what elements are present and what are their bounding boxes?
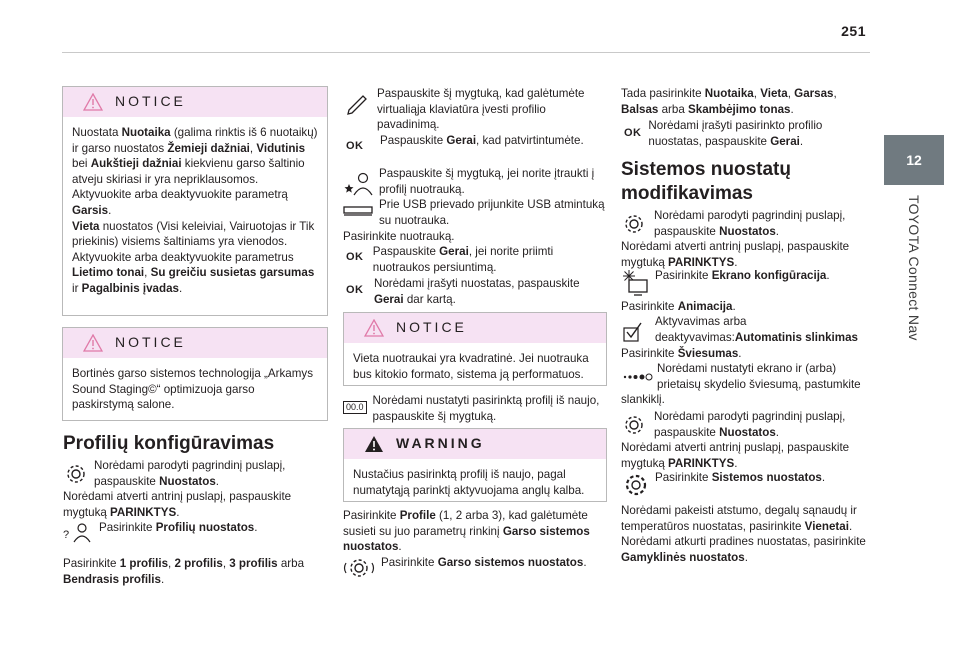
ok-button-icon: OK	[346, 251, 364, 263]
settings-gear-icon	[621, 412, 647, 438]
ok-button-icon: OK	[624, 127, 642, 139]
system-step-5	[621, 361, 871, 408]
header-rule	[62, 52, 870, 53]
system-step-6	[621, 409, 871, 440]
step-text: Pasirinkite 1 profilis, 2 profilis, 3 profilis arba Bendrasis profilis.	[63, 557, 305, 586]
notice-box-photo	[343, 312, 607, 386]
notice-text: Nuostata Nuotaika (galima rinktis iš 6 nuotaikų) ir garso nuostatos Žemieji dažniai, Vidutinis bei Aukštieji dažniai kiekvienu garso šaltinio atveju skiriasi ir yra nepriklausomos. Aktyvuokite arba deaktyvuokite parametrą Garsis. Vieta nuostatos (Visi keleiviai, Vairuotojas ir Tik priekinis) visiems šaltiniams yra vienodos. Aktyvuokite arba deaktyvuokite parametrus Lietimo tonai, Su greičiu susietas garsumas ir Pagalbinis įvadas.	[72, 126, 318, 295]
section-heading-system: Sistemos nuostatų modifikavimas	[621, 159, 791, 204]
step-text: Paspauskite šį mygtuką, kad galėtumėte virtualiąja klaviatūra įvesti profilio pavadinimą.	[377, 87, 585, 132]
page-number: 251	[841, 23, 866, 39]
system-step-7	[621, 470, 871, 500]
step-text: Norėdami nustatyti pasirinktą profilį iš naujo, paspauskite šį mygtuką.	[372, 394, 600, 423]
ok-row-4	[624, 118, 874, 149]
photo-row	[343, 166, 605, 198]
step-text: Norėdami nustatyti ekrano ir (arba) prietaisų skydelio šviesumą, pastumkite slankiklį.	[621, 362, 861, 407]
step-text: Aktyvavimas arba deaktyvavimas:Automatinis slinkimas	[655, 315, 858, 344]
step-text: Pasirinkite Ekrano konfigūracija.	[655, 269, 830, 282]
reset-row	[343, 393, 605, 424]
step-text: Pasirinkite Sistemos nuostatos.	[655, 471, 826, 484]
notice-label: NOTICE	[115, 334, 186, 351]
settings-gear-icon	[63, 461, 89, 487]
step-text: Pasirinkite Profile (1, 2 arba 3), kad galėtumėte susieti su juo parametrų rinkinį Garso sistemos nuostatos.	[343, 509, 590, 554]
notice-box-arkamys	[62, 327, 328, 421]
warning-box	[343, 428, 607, 502]
notice-text: Vieta nuotraukai yra kvadratinė. Jei nuotrauka bus kitokio formato, sistema ją performatuos.	[353, 352, 589, 381]
chapter-tab: 12	[884, 135, 944, 185]
warning-label: WARNING	[396, 435, 485, 452]
warning-triangle-icon	[364, 319, 384, 337]
warning-triangle-icon	[83, 334, 103, 352]
step-text: Norėdami atverti antrinį puslapį, paspauskite mygtuką PARINKTYS.	[63, 490, 292, 519]
sound-settings-row	[343, 555, 605, 581]
step-text: Norėdami parodyti pagrindinį puslapį, paspauskite Nuostatos.	[654, 410, 846, 439]
system-step-2	[621, 268, 871, 298]
step-text: Paspauskite Gerai, jei norite priimti nuotraukos persiuntimą.	[372, 245, 554, 274]
system-step-1	[621, 208, 871, 239]
step-text: Paspauskite šį mygtuką, jei norite įtraukti į profilį nuotrauką.	[379, 167, 595, 196]
warning-text: Nustačius pasirinktą profilį iš naujo, pagal numatytąją parinktį aktyvuojama anglų kalba.	[353, 468, 585, 497]
usb-row	[343, 197, 605, 228]
system-settings-gear-icon	[621, 470, 651, 500]
ok-button-icon: OK	[346, 284, 364, 296]
pencil-icon	[343, 90, 373, 116]
ok-row-1	[346, 133, 606, 155]
step-text: Norėdami įrašyti nuostatas, paspauskite Gerai dar kartą.	[373, 277, 580, 306]
chapter-title-vertical: TOYOTA Connect Nav	[906, 195, 922, 341]
step-text: Pasirinkite Profilių nuostatos.	[99, 521, 258, 535]
step-text: Norėdami atverti antrinį puslapį, paspauskite mygtuką PARINKTYS.	[621, 441, 850, 470]
checkbox-icon	[621, 320, 651, 346]
column-2-text-a	[343, 117, 605, 133]
step-text: Norėdami atkurti pradines nuostatas, pasirinkite Gamyklinės nuostatos.	[621, 535, 866, 564]
settings-gear-icon	[621, 211, 647, 237]
svg-text:?: ?	[63, 529, 70, 542]
sound-settings-icon	[343, 555, 375, 581]
step-text: Prie USB prievado prijunkite USB atmintuką su nuotrauka.	[379, 198, 605, 227]
step-text: Tada pasirinkite Nuotaika, Vieta, Garsas, Balsas arba Skambėjimo tonas.	[621, 87, 837, 116]
section-heading-profiles: Profilių konfigūravimas	[63, 433, 275, 454]
ok-row-3	[346, 276, 606, 307]
step-text: Norėdami atverti antrinį puslapį, paspauskite mygtuką PARINKTYS.	[621, 240, 850, 269]
system-step-4	[621, 314, 871, 346]
step-text: Pasirinkite Animacija.	[621, 300, 736, 313]
step-text: Norėdami parodyti pagrindinį puslapį, paspauskite Nuostatos.	[654, 209, 846, 238]
notice-box-sound	[62, 86, 328, 316]
step-text: Pasirinkite Šviesumas.	[621, 347, 742, 360]
ok-button-icon: OK	[346, 140, 364, 152]
ok-row-2	[346, 244, 606, 275]
step-text: Norėdami parodyti pagrindinį puslapį, paspauskite Nuostatos.	[94, 459, 286, 488]
notice-label: NOTICE	[115, 93, 186, 110]
step-text: Norėdami įrašyti pasirinkto profilio nuostatas, paspauskite Gerai.	[648, 119, 823, 148]
step-text: Pasirinkite nuotrauką.	[343, 230, 455, 243]
profiles-steps	[63, 458, 327, 588]
step-text: Pasirinkite Garso sistemos nuostatos.	[381, 556, 587, 569]
brightness-slider-icon	[621, 365, 653, 385]
notice-label: NOTICE	[396, 319, 467, 336]
usb-icon	[343, 201, 375, 223]
add-photo-profile-icon	[343, 170, 375, 198]
profile-question-icon	[63, 520, 95, 546]
warning-triangle-filled-icon	[364, 435, 384, 453]
warning-triangle-icon	[83, 93, 103, 111]
screen-config-icon	[621, 268, 651, 298]
notice-text: Bortinės garso sistemos technologija „Arkamys Sound Staging©“ optimizuoja garso paskirstymą salone.	[72, 367, 313, 412]
step-text: Norėdami pakeisti atstumo, degalų sąnaudų ir temperatūros nuostatas, pasirinkite Vienetai.	[621, 504, 857, 533]
reset-profile-icon: 00.0	[343, 401, 367, 414]
step-text: Paspauskite Gerai, kad patvirtintumėte.	[380, 134, 584, 147]
